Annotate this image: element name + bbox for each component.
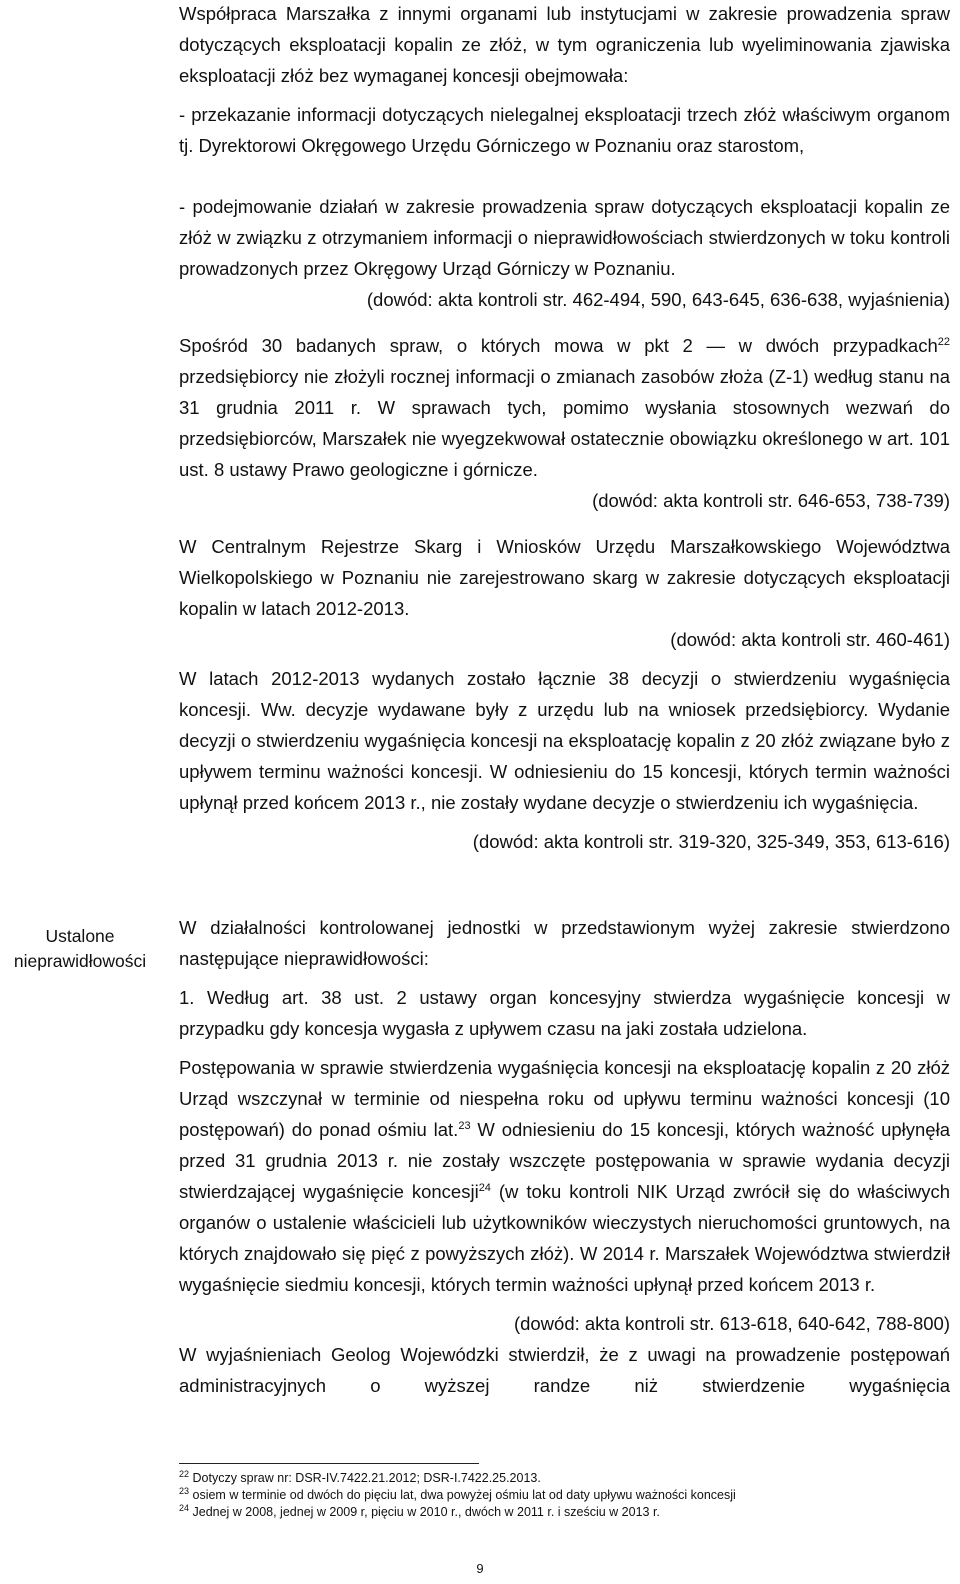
side-label-irregularities: Ustalone nieprawidłowości	[13, 926, 147, 971]
footnote-24	[179, 1504, 950, 1521]
text-part: W odniesieniu do 15 koncesji, których ważność upłynęła przed 31 grudnia 2013 r. nie zostały wszczęte postępowania w sprawie wydania decyzji stwierdzającej wygaśnięcie koncesji	[179, 1119, 950, 1202]
footnote-23	[179, 1487, 950, 1504]
footnote-ref-22: 22	[937, 335, 950, 348]
evidence-reference: (dowód: akta kontroli str. 613-618, 640-642, 788-800)	[513, 1313, 950, 1334]
paragraph-explanations: W wyjaśnieniach Geolog Wojewódzki stwierdził, że z uwagi na prowadzenie postępowań administracyjnych o wyższej randze niż stwierdzenie wygaśnięcia	[179, 1344, 950, 1396]
footnote-text: Dotyczy spraw nr: DSR-IV.7422.21.2012; DSR-I.7422.25.2013.	[192, 1471, 541, 1485]
paragraph-art38: 1. Według art. 38 ust. 2 ustawy organ koncesyjny stwierdza wygaśnięcie koncesji w przypadku gdy koncesja wygasła z upływem czasu na jaki została udzielona.	[179, 987, 950, 1039]
footnotes	[179, 1470, 950, 1521]
paragraph-cooperation: Współpraca Marszałka z innymi organami lub instytucjami w zakresie prowadzenia spraw dotyczących eksploatacji kopalin ze złóż, w tym ograniczenia lub wyeliminowania zjawiska eksploatacji złóż bez wymaganej koncesji obejmowała:	[179, 3, 950, 86]
paragraph-proceedings	[179, 1052, 950, 1300]
evidence-reference: (dowód: akta kontroli str. 460-461)	[670, 629, 950, 650]
evidence-reference: (dowód: akta kontroli str. 462-494, 590, 643-645, 636-638, wyjaśnienia)	[366, 289, 950, 310]
footnote-ref-24: 24	[478, 1181, 491, 1194]
footnote-text: Jednej w 2008, jednej w 2009 r, pięciu w 2010 r., dwóch w 2011 r. i sześciu w 2013 r.	[192, 1505, 660, 1519]
page-number: 9	[476, 1561, 484, 1576]
footnote-ref-23: 23	[458, 1119, 471, 1132]
evidence-reference: (dowód: akta kontroli str. 646-653, 738-739)	[592, 490, 950, 511]
evidence-reference: (dowód: akta kontroli str. 319-320, 325-349, 353, 613-616)	[472, 831, 950, 852]
text-part: Spośród 30 badanych spraw, o których mowa w pkt 2 — w dwóch przypadkach	[179, 335, 938, 356]
text-part: (w toku kontroli NIK Urząd zwrócił się do właściwych organów o ustalenie właścicieli lub użytkowników wieczystych nieruchomości gruntowych, na których znajdowało się pięć z powyższych złóż). W 2014 r. Marszałek Województwa stwierdził wygaśnięcie siedmiu koncesji, których termin ważności upłynął przed końcem 2013 r.	[179, 1181, 950, 1295]
irregularities-column	[179, 912, 950, 1401]
main-text-column	[179, 0, 950, 857]
footnote-number: 24	[179, 1502, 190, 1513]
footnote-22	[179, 1470, 950, 1487]
paragraph-z1-info	[179, 330, 950, 485]
paragraph-decisions: W latach 2012-2013 wydanych zostało łącznie 38 decyzji o stwierdzeniu wygaśnięcia koncesji. Ww. decyzje wydawane były z urzędu lub na wniosek przedsiębiorcy. Wydanie decyzji o stwierdzeniu wygaśnięcia koncesji na eksploatację kopalin z 20 złóż związane było z upływem terminu ważności koncesji. W odniesieniu do 15 koncesji, których termin ważności upłynął przed końcem 2013 r., nie zostały wydane decyzje o stwierdzeniu ich wygaśnięcia.	[179, 668, 950, 813]
footnote-text: osiem w terminie od dwóch do pięciu lat, dwa powyżej ośmiu lat od daty upływu ważności koncesji	[192, 1488, 736, 1502]
text-part: Postępowania w sprawie stwierdzenia wygaśnięcia koncesji na eksploatację kopalin z 20 złóż Urząd wszczynał w terminie od niespełna roku od upływu terminu ważności koncesji (10 postępowań) do ponad ośmiu lat.	[179, 1057, 950, 1140]
paragraph-info-transfer: - przekazanie informacji dotyczących nielegalnej eksploatacji trzech złóż właściwym organom tj. Dyrektorowi Okręgowego Urzędu Górniczego w Poznaniu oraz starostom,	[179, 104, 950, 156]
paragraph-irregularities-intro: W działalności kontrolowanej jednostki w przedstawionym wyżej zakresie stwierdzono następujące nieprawidłowości:	[179, 917, 950, 969]
paragraph-complaints-register: W Centralnym Rejestrze Skarg i Wniosków Urzędu Marszałkowskiego Województwa Wielkopolskiego w Poznaniu nie zarejestrowano skarg w zakresie dotyczących eksploatacji kopalin w latach 2012-2013.	[179, 536, 950, 619]
footnote-number: 22	[179, 1468, 190, 1479]
paragraph-actions: - podejmowanie działań w zakresie prowadzenia spraw dotyczących eksploatacji kopalin ze złóż w związku z otrzymaniem informacji o nieprawidłowościach stwierdzonych w toku kontroli prowadzonych przez Okręgowy Urząd Górniczy w Poznaniu.	[179, 196, 950, 279]
text-part: przedsiębiorcy nie złożyli rocznej informacji o zmianach zasobów złoża (Z-1) według stanu na 31 grudnia 2011 r. W sprawach tych, pomimo wysłania stosownych wezwań do przedsiębiorców, Marszałek nie wyegzekwował ostatecznie obowiązku określonego w art. 101 ust. 8 ustawy Prawo geologiczne i górnicze.	[179, 366, 950, 480]
footnote-separator	[179, 1463, 479, 1464]
footnote-number: 23	[179, 1485, 190, 1496]
